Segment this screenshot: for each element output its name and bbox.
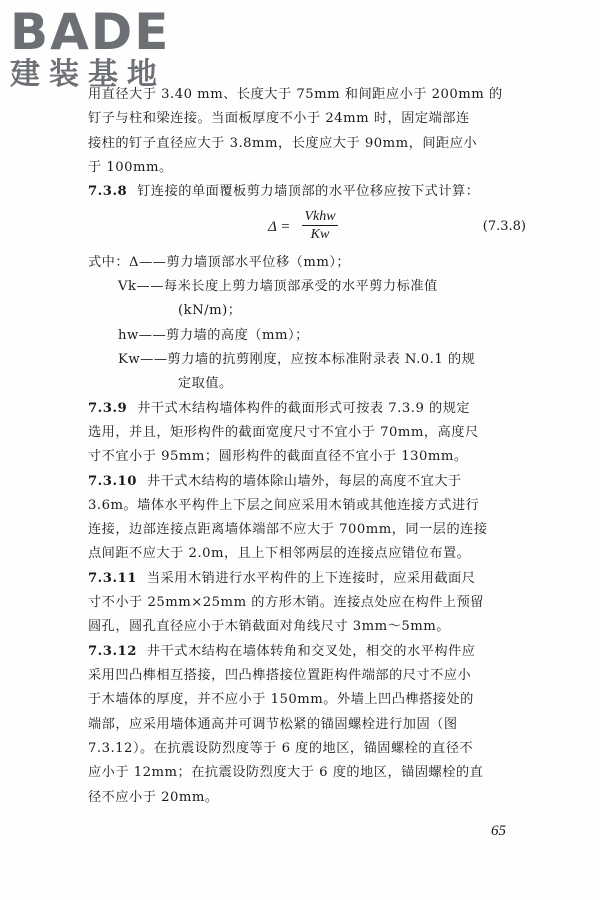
text-line: 井干式木结构在墙体转角和交叉处，相交的水平构件应 [146,644,476,659]
text-line: 于木墙体的厚度，并不应小于 150mm。外墙上凹凸榫搭接处的 [88,692,474,707]
text-line: 接柱的钉子直径应大于 3.8mm，长度应大于 90mm，间距应小 [88,136,478,151]
text-line: 于 100mm。 [88,160,173,175]
text-line: 点间距不应大于 2.0m，且上下相邻两层的连接点应错位布置。 [88,546,471,561]
clause-number: 7.3.8 [88,184,128,199]
text-line: 井干式木结构的墙体除山墙外，每层的高度不宜大于 [146,474,462,489]
text-line: 钉子与柱和梁连接。当面板厚度不小于 24mm 时，固定端部连 [88,111,470,126]
text-line: 用直径大于 3.40 mm、长度大于 75mm 和间距应小于 200mm 的 [88,87,503,102]
clause-number: 7.3.11 [88,571,137,586]
equation-fraction [302,208,338,244]
text-line: 径不应小于 20mm。 [88,790,219,805]
text-line: (kN/m)； [178,303,242,318]
text-line: Kw——剪力墙的抗剪刚度，应按本标准附录表 N.0.1 的规 [118,352,476,367]
text-line: 3.6m。墙体水平构件上下层之间应采用木销或其他连接方式进行 [88,498,480,513]
clause-7-3-11 [88,571,528,587]
clause-7-3-12 [88,644,528,660]
text-line: 选用，并且，矩形构件的截面宽度尺寸不宜小于 70mm，高度尺 [88,425,479,440]
clause-7-3-9 [88,401,528,417]
equation-7-3-8 [88,208,528,246]
clause-number: 7.3.12 [88,644,137,659]
text-line: 连接，边部连接点距离墙体端部不应大于 700mm，同一层的连接 [88,522,488,537]
equation-denominator: Kw [310,227,330,242]
text-line: 寸不小于 25mm×25mm 的方形木销。连接点处应在构件上预留 [88,595,484,610]
text-line: 7.3.12）。在抗震设防烈度等于 6 度的地区，锚固螺栓的直径不 [88,741,474,756]
logo-wordmark: BADE [10,3,171,61]
text-line: hw——剪力墙的高度（mm）； [118,328,309,343]
equation-numerator: Vkhw [302,208,338,226]
text-line: 寸不宜小于 95mm；圆形构件的截面直径不宜小于 130mm。 [88,449,468,464]
text-line: 井干式木结构墙体构件的截面形式可按表 7.3.9 的规定 [137,401,471,416]
text-line: 圆孔，圆孔直径应小于木销截面对角线尺寸 3mm～5mm。 [88,619,450,634]
equation-label: (7.3.8) [482,219,526,234]
text-line: 当采用木销进行水平构件的上下连接时，应采用截面尺 [146,571,476,586]
text-line: 钉连接的单面覆板剪力墙顶部的水平位移应按下式计算： [137,184,480,199]
text-line: 定取值。 [178,376,233,391]
text-line: 采用凹凸榫相互搭接，凹凸榫搭接位置距构件端部的尺寸不应小 [88,668,472,683]
clause-number: 7.3.10 [88,474,137,489]
text-line: 式中：Δ——剪力墙顶部水平位移（mm）； [88,255,351,270]
equation-lhs: Δ = [268,219,291,235]
text-line: Vk——每米长度上剪力墙顶部承受的水平剪力标准值 [118,279,438,294]
clause-7-3-8 [88,184,528,200]
page-number: 65 [491,823,506,839]
logo-subtitle: 建装基地 [10,57,166,92]
text-line: 端部，应采用墙体通高并可调节松紧的锚固螺栓进行加固（图 [88,717,458,732]
clause-number: 7.3.9 [88,401,128,416]
clause-7-3-10 [88,474,528,490]
text-line: 应小于 12mm；在抗震设防烈度大于 6 度的地区，锚固螺栓的直 [88,765,484,780]
